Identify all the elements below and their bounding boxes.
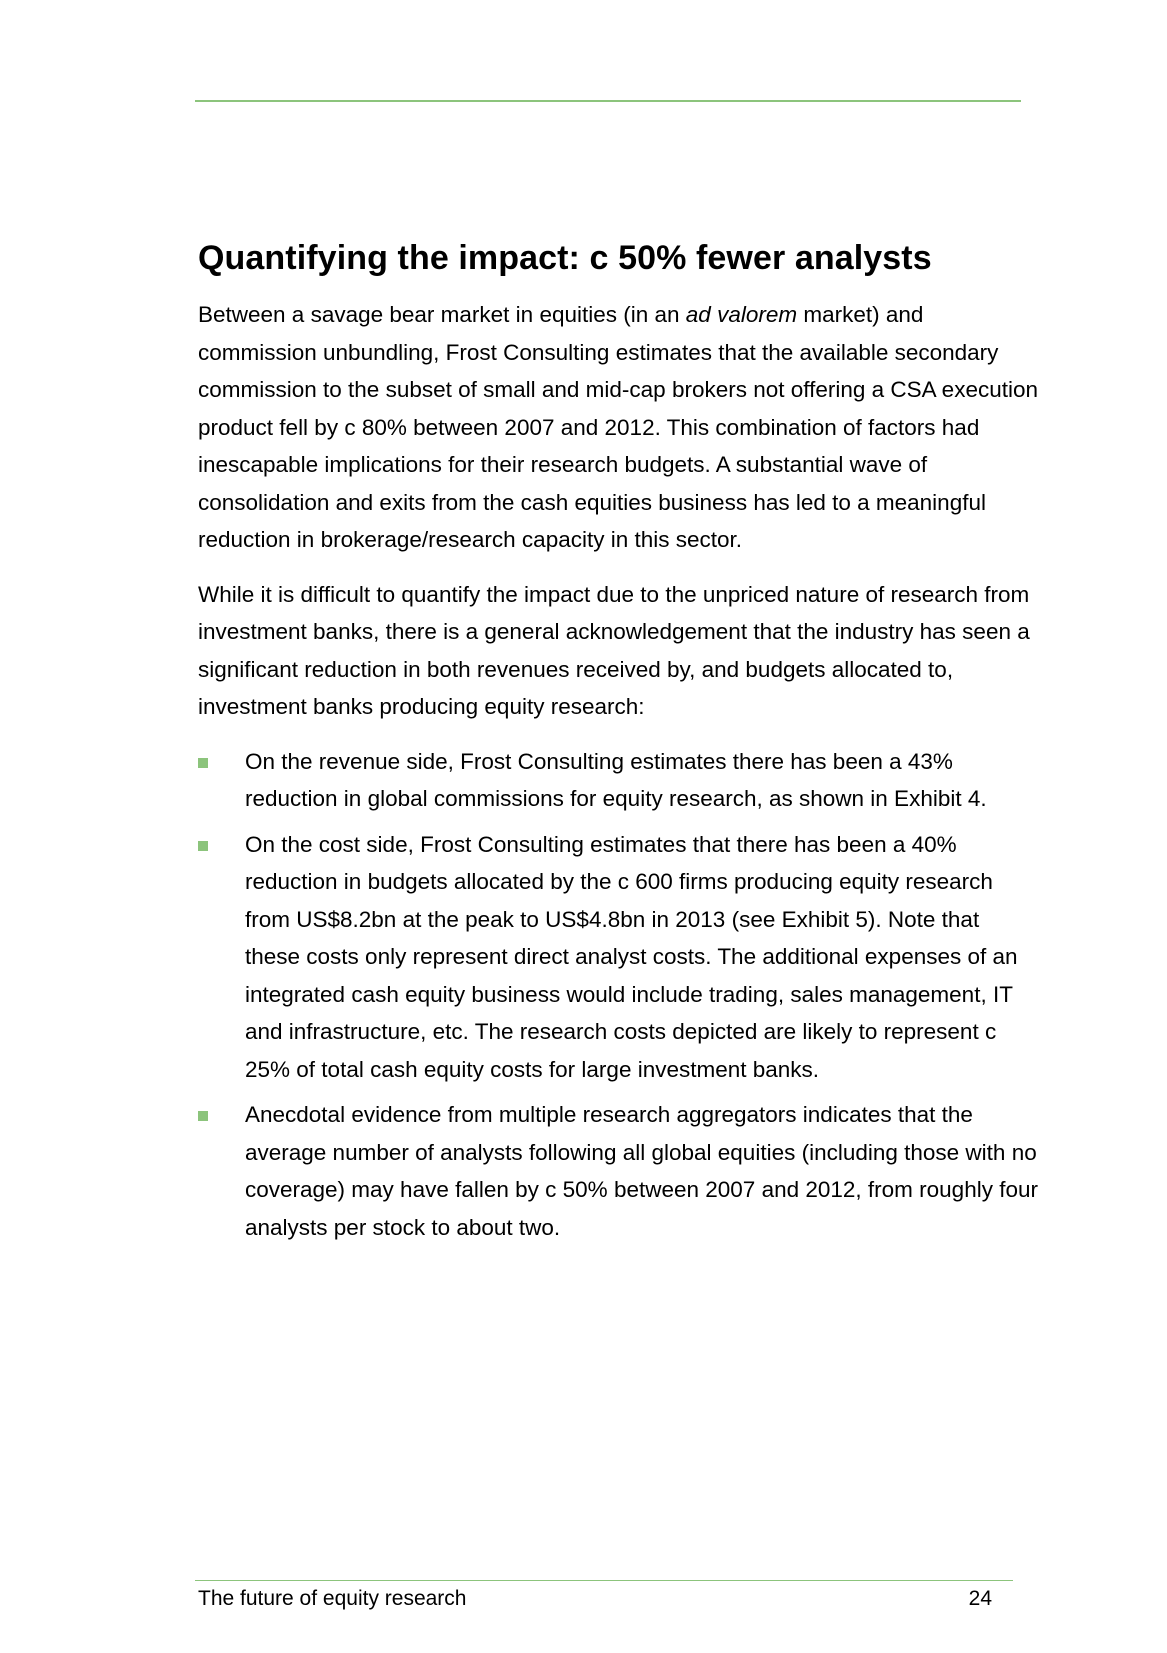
section-heading: Quantifying the impact: c 50% fewer analysts xyxy=(198,239,932,277)
list-item xyxy=(198,743,1038,818)
intro-paragraph xyxy=(198,296,1038,559)
footer-rule xyxy=(195,1580,1013,1581)
header-rule xyxy=(195,100,1021,102)
list-item-text: On the cost side, Frost Consulting estimates that there has been a 40% reduction in budgets allocated by the c 600 firms producing equity research from US$8.2bn at the peak to US$4.8bn in 2013 (see Exhibit 5). Note that these costs only represent direct analyst costs. The additional expenses of an integrated cash equity business would include trading, sales management, IT and infrastructure, etc. The research costs depicted are likely to represent c 25% of total cash equity costs for large investment banks. xyxy=(245,831,1018,1082)
second-paragraph: While it is difficult to quantify the impact due to the unpriced nature of research from investment banks, there is a general acknowledgement that the industry has seen a significant reduction in both revenues received by, and budgets allocated to, investment banks producing equity research: xyxy=(198,581,1030,719)
square-bullet-icon xyxy=(198,841,208,851)
list-item-text: On the revenue side, Frost Consulting estimates there has been a 43% reduction in global commissions for equity research, as shown in Exhibit 4. xyxy=(245,748,987,811)
main-content xyxy=(198,234,1038,1254)
intro-italic-term: ad valorem xyxy=(685,302,798,327)
bullet-list xyxy=(198,743,1038,1247)
intro-text-end: market) and commission unbundling, Frost Consulting estimates that the available secondary commission to the subset of small and mid-cap brokers not offering a CSA execution product fell by c 80% between 2007 and 2012. This combination of factors had inescapable implications for their research budgets. A substantial wave of consolidation and exits from the cash equities business has led to a meaningful reduction in brokerage/research capacity in this sector. xyxy=(198,302,1039,552)
square-bullet-icon xyxy=(198,758,208,768)
intro-text-start: Between a savage bear market in equities (in an xyxy=(198,302,686,327)
list-item xyxy=(198,1096,1038,1246)
list-item xyxy=(198,826,1038,1089)
footer-title: The future of equity research xyxy=(198,1587,467,1610)
square-bullet-icon xyxy=(198,1111,208,1121)
page-number: 24 xyxy=(968,1587,992,1610)
list-item-text: Anecdotal evidence from multiple research aggregators indicates that the average number of analysts following all global equities (including those with no coverage) may have fallen by c 50% between 2007 and 2012, from roughly four analysts per stock to about two. xyxy=(245,1102,1038,1240)
